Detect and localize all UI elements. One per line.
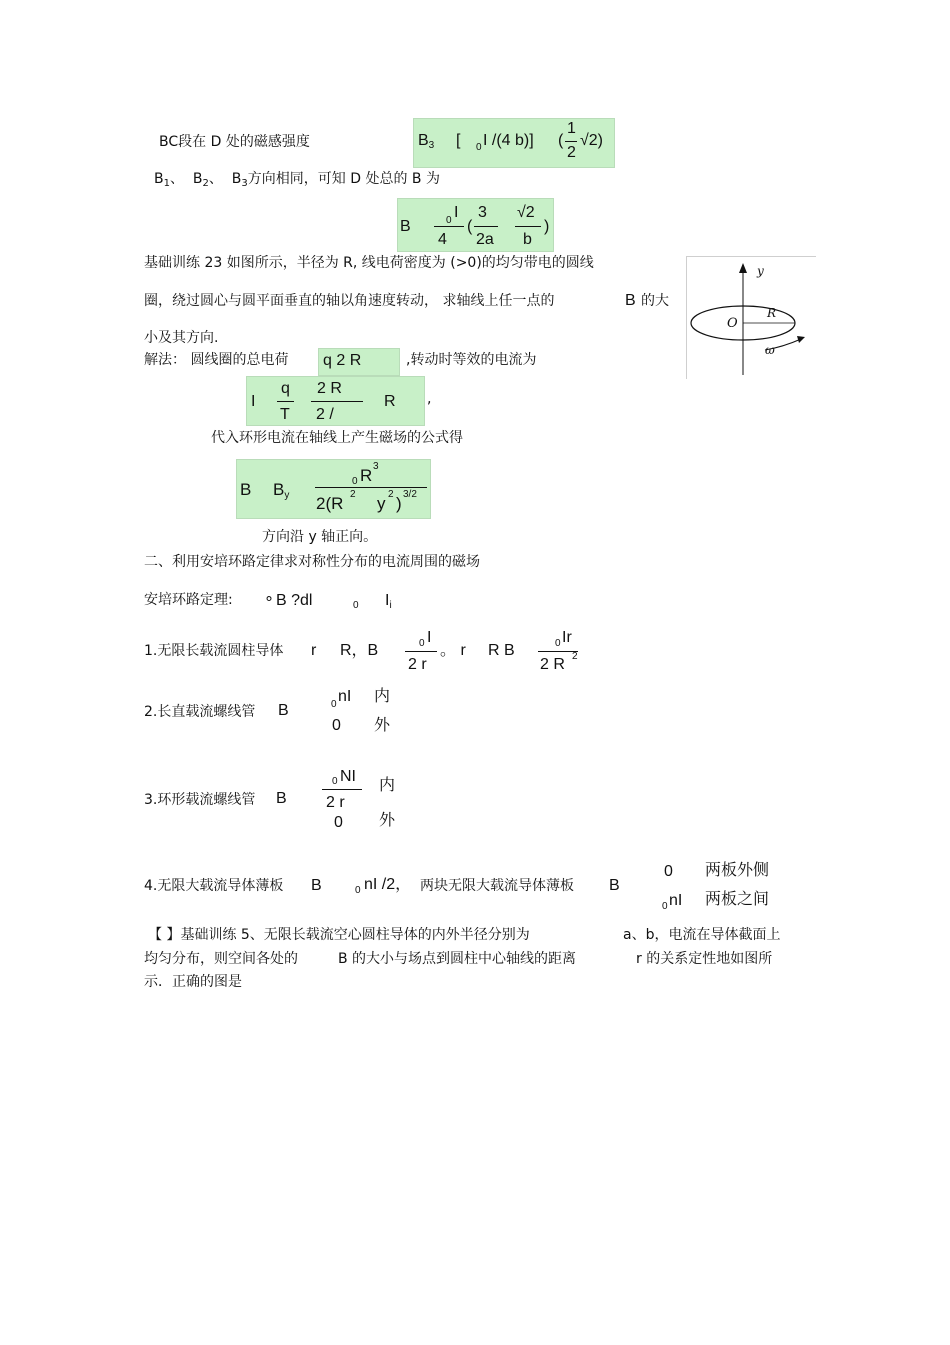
b3-expression: I /(4 b)] (483, 132, 534, 149)
ampere-label: 安培环路定理: (144, 592, 233, 608)
item3-B: B (276, 790, 287, 807)
item2-mu0: 0 (331, 699, 337, 710)
item1-r: r (311, 642, 317, 659)
ring-diagram (686, 256, 816, 379)
item4-v2-sub: 0 (662, 901, 668, 912)
item4-t1: 两板外侧 (705, 860, 770, 879)
problem5-line2-c: r 的关系定性地如图所 (636, 951, 773, 967)
substitute-text: 代入环形电流在轴线上产生磁场的公式得 (211, 430, 463, 446)
ampere-I-sub: i (389, 600, 392, 611)
formula-b3 (418, 133, 434, 151)
item3-num: NI (340, 768, 356, 785)
item1-mu0b: 0 (555, 638, 561, 649)
total-b-3: 3 (478, 204, 487, 221)
total-b-num-I: I (454, 204, 459, 221)
formula-q: q 2 R (323, 352, 362, 369)
item4-v2: nI (669, 892, 683, 909)
b3-frac-num: 1 (567, 120, 576, 137)
b3-subscript: 3 (428, 140, 435, 151)
item1-num1: I (427, 629, 432, 646)
item1-num2: Ir (562, 629, 572, 646)
item1-mu0a: 0 (419, 638, 425, 649)
item1-den2: 2 R (540, 656, 565, 673)
b3-mu0-subscript: 0 (476, 142, 482, 153)
field-bar (315, 487, 427, 488)
problem5-line1-a: 【 】基础训练 5、无限长载流空心圆柱导体的内外半径分别为 (148, 927, 530, 943)
total-b-paren: ( (467, 218, 473, 235)
b3-bracket: [ (456, 132, 461, 149)
b3-symbol: B (418, 132, 429, 149)
item2-B: B (278, 702, 289, 719)
field-den: 2(R (316, 494, 344, 513)
b3-paren: ( (558, 132, 564, 149)
sep1: 、 (169, 171, 184, 187)
problem5-line1-b: a、b，电流在导体截面上 (623, 927, 781, 943)
field-den-close: ) (396, 494, 402, 513)
item3-den: 2 r (326, 794, 345, 811)
total-b-b: b (523, 231, 532, 248)
item3-mu0: 0 (332, 776, 338, 787)
b2-sub: 2 (202, 178, 209, 189)
field-num-R: R (360, 466, 373, 485)
By-symbol: B (273, 480, 285, 499)
solution-after-q: ,转动时等效的电流为 (406, 352, 537, 368)
field-By (273, 481, 289, 501)
b3-frac-bar (565, 141, 577, 142)
current-bar2 (311, 401, 363, 402)
same-direction-text: 方向相同，可知 D 处总的 B 为 (247, 171, 440, 187)
item1-bar1 (405, 651, 437, 652)
By-sub: y (284, 490, 290, 501)
direction-text: 方向沿 y 轴正向。 (262, 529, 378, 545)
solution-label: 解法： 圆线圈的总电荷 (144, 352, 289, 368)
total-b-mu0-sub: 0 (446, 215, 452, 226)
b3-symbol-2: B (231, 171, 242, 187)
total-b-close: ) (544, 218, 550, 235)
item1-mid: 。 r (440, 642, 466, 659)
field-num-sup: 3 (373, 461, 379, 472)
item4-mid: 两块无限大载流导体薄板 (420, 878, 574, 894)
item2-val2: 0 (332, 717, 341, 734)
b-same-direction (154, 172, 440, 189)
item1-label: 1.无限长载流圆柱导体 (144, 643, 284, 659)
current-T: T (280, 406, 290, 423)
total-b-den-4: 4 (438, 231, 447, 248)
diagram-y-label: y (757, 264, 764, 278)
problem23-line2-B: B (625, 292, 636, 309)
current-comma: , (427, 391, 432, 407)
item1-R-B: R B (488, 642, 515, 659)
ampere-I (385, 593, 392, 611)
current-q: q (281, 380, 290, 397)
problem23-line3: 小及其方向. (144, 330, 219, 346)
b3-sqrt: √2) (580, 132, 604, 149)
b2-symbol: B (192, 171, 203, 187)
current-R: R (384, 393, 396, 410)
item2-label: 2.长直载流螺线管 (144, 704, 256, 720)
field-den-y: y (377, 494, 386, 513)
item4-mu0: 0 (355, 885, 361, 896)
b1-symbol: B (154, 171, 164, 187)
item1-R: R，B (340, 642, 379, 659)
total-b-bar3 (515, 226, 541, 227)
item1-den1: 2 r (408, 656, 427, 673)
sep2: 、 (208, 171, 223, 187)
item3-bar (322, 789, 362, 790)
item4-B2: B (609, 877, 620, 894)
item1-den2-sup: 2 (572, 651, 578, 662)
total-b-bar2 (474, 226, 498, 227)
ampere-I-symbol: I (385, 592, 390, 609)
item4-v1: 0 (664, 863, 673, 880)
section2-heading: 二、利用安培环路定律求对称性分布的电流周围的磁场 (144, 554, 480, 570)
item4-val: nI /2， (364, 876, 412, 893)
item2-val1: nI (338, 688, 352, 705)
ampere-circ: ∘ (264, 590, 275, 607)
diagram-O-label: O (727, 316, 738, 331)
current-num: 2 R (317, 380, 342, 397)
b3-sub-2: 3 (241, 178, 248, 189)
item3-out: 外 (379, 810, 396, 829)
total-b-sqrt2: √2 (517, 204, 535, 221)
item3-val2: 0 (334, 814, 343, 831)
problem5-line3: 示．正确的图是 (144, 974, 242, 990)
ring-diagram-svg (687, 257, 816, 379)
current-bar1 (277, 401, 294, 402)
ampere-mu0: 0 (353, 600, 359, 611)
field-den-sup2: 2 (388, 489, 394, 500)
item2-in: 内 (374, 686, 391, 705)
item4-t2: 两板之间 (705, 889, 770, 908)
item2-out: 外 (374, 715, 391, 734)
rotation-arrowhead (797, 336, 805, 343)
field-B: B (240, 480, 252, 499)
diagram-R-label: R (767, 306, 777, 320)
b1-sub: 1 (163, 178, 170, 189)
item4-label: 4.无限大载流导体薄板 (144, 878, 284, 894)
current-I: I (251, 393, 256, 410)
item3-in: 内 (379, 775, 396, 794)
problem23-line2: 圈，绕过圆心与圆平面垂直的轴以角速度转动， 求轴线上任一点的 (144, 293, 555, 309)
field-mu0-sub: 0 (352, 476, 358, 487)
total-b-bar1 (434, 226, 464, 227)
problem5-line2-a: 均匀分布，则空间各处的 (144, 951, 298, 967)
field-den-sup1: 2 (350, 489, 356, 500)
problem5-line2-b: B 的大小与场点到圆柱中心轴线的距离 (338, 951, 577, 967)
current-den: 2 / (316, 406, 334, 423)
total-b-symbol: B (400, 218, 411, 235)
field-den-sup3: 3/2 (403, 489, 417, 500)
problem23-line2-end: 的大 (641, 293, 669, 309)
y-axis-arrow-icon (739, 263, 747, 273)
bc-segment-text: BC段在 D 处的磁感强度 (159, 134, 310, 150)
item4-B: B (311, 877, 322, 894)
diagram-omega-label: ω (765, 343, 775, 357)
item3-label: 3.环形载流螺线管 (144, 792, 256, 808)
problem23-line1: 基础训练 23 如图所示，半径为 R, 线电荷密度为 (>0)的均匀带电的圆线 (144, 255, 594, 271)
total-b-2a: 2a (476, 231, 494, 248)
b3-frac-den: 2 (567, 144, 576, 161)
ampere-B-dl: B ?dl (276, 592, 313, 609)
